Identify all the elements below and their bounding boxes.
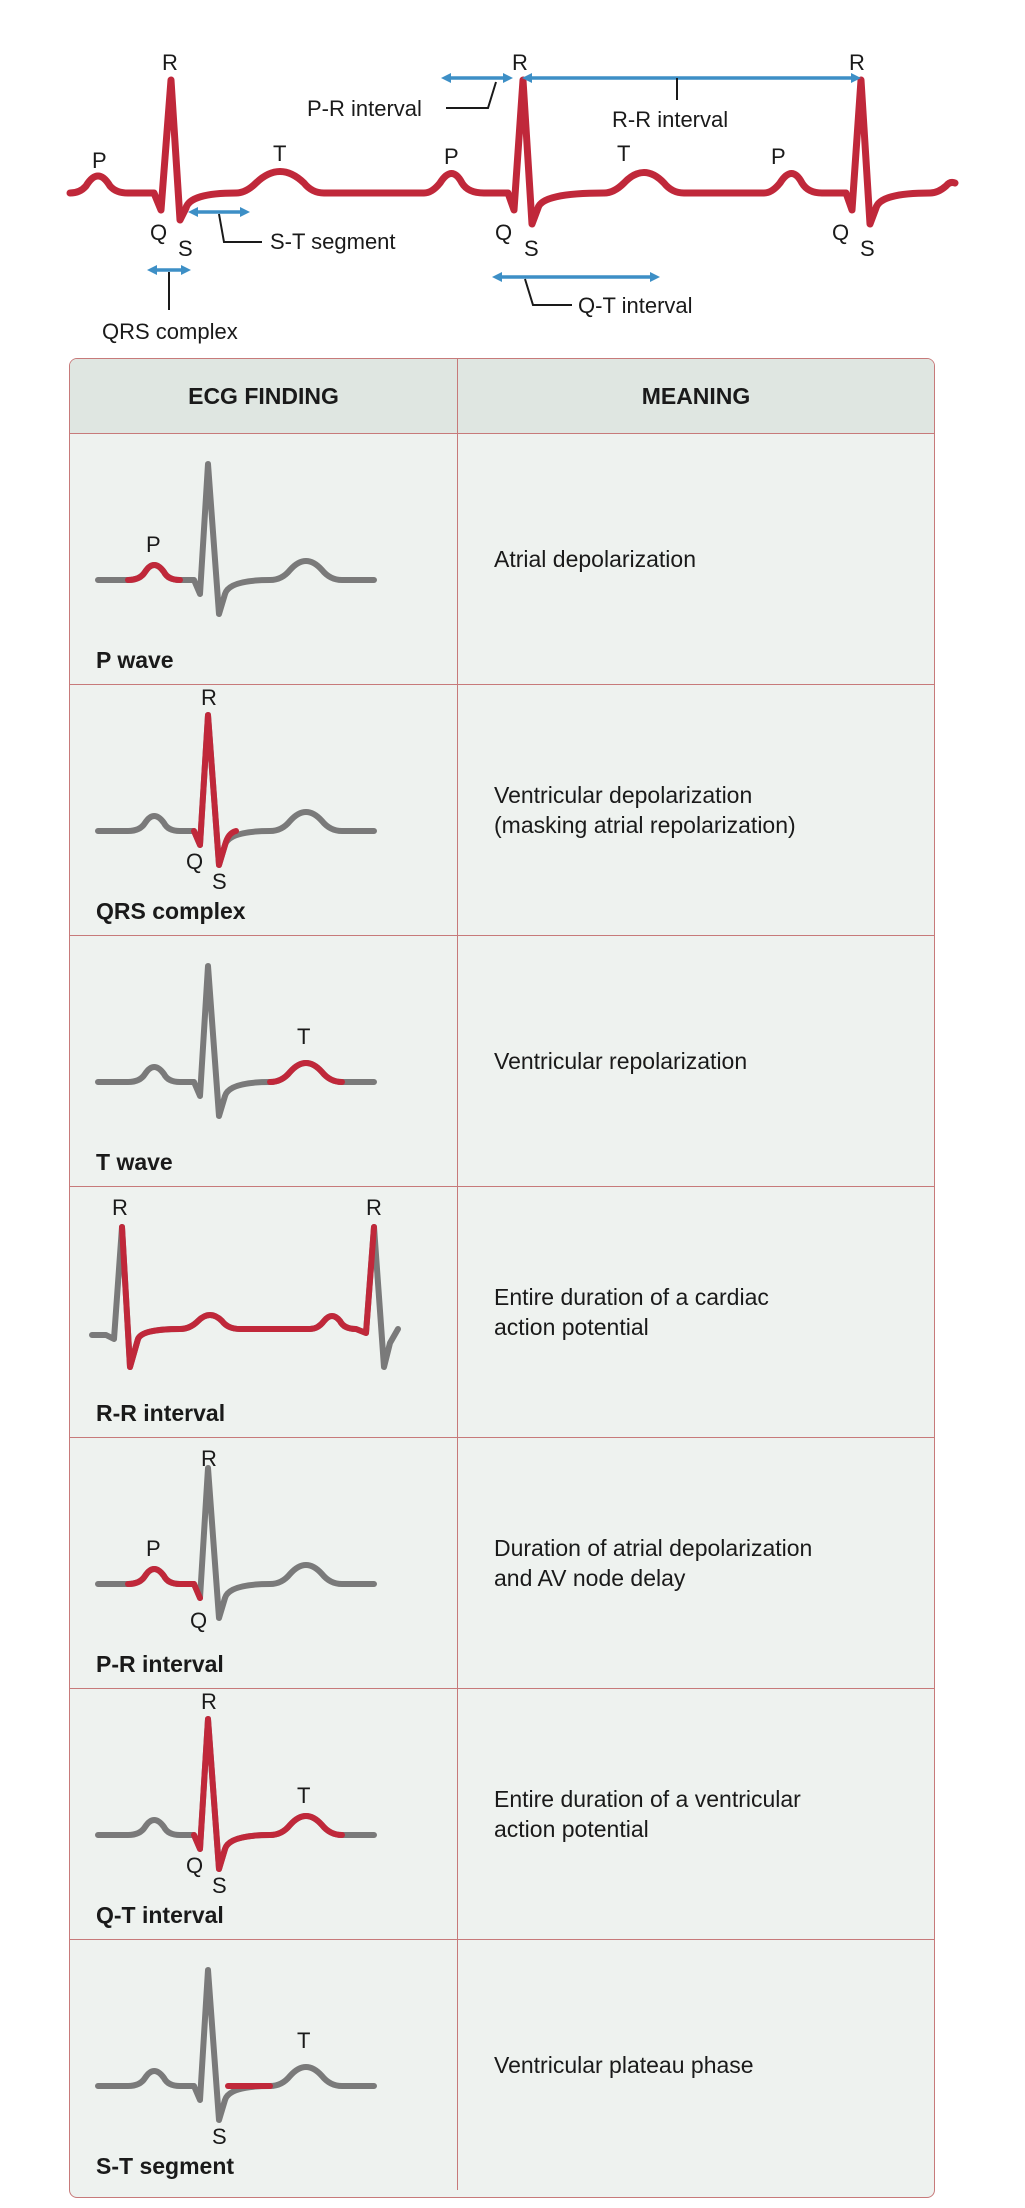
q-label: Q — [186, 1853, 204, 1878]
s-label: S — [212, 2124, 227, 2149]
label-p-3: P — [771, 144, 786, 169]
meaning-cell — [458, 434, 934, 684]
header-meaning: MEANING — [641, 382, 751, 409]
st-segment-leader — [219, 214, 262, 242]
table-header — [70, 359, 934, 434]
table-row-rr-interval — [70, 1187, 934, 1438]
pr-interval-label: P-R interval — [307, 96, 422, 121]
label-q-3: Q — [832, 220, 850, 245]
finding-cell — [70, 434, 458, 684]
qrs-complex-label: QRS complex — [102, 319, 238, 344]
t-label: T — [297, 2028, 311, 2053]
r-label: R — [201, 1689, 217, 1714]
meaning-cell — [458, 936, 934, 1186]
q-label: Q — [186, 849, 204, 874]
meaning-cell — [458, 1187, 934, 1437]
finding-cell — [70, 685, 458, 935]
label-q-2: Q — [495, 220, 513, 245]
meaning-text: Atrial depolarization — [494, 546, 697, 572]
label-t-2: T — [617, 141, 631, 166]
ecg-findings-table — [69, 358, 935, 2198]
r-label: R — [201, 1446, 217, 1471]
meaning-text: Entire duration of a ventricular action potential — [494, 1786, 801, 1842]
table-row-p-wave — [70, 434, 934, 685]
finding-name: R-R interval — [96, 1400, 226, 1426]
table-row-qt-interval — [70, 1689, 934, 1940]
st-segment-label: S-T segment — [270, 229, 396, 254]
meaning-text: Entire duration of a cardiac action potential — [494, 1284, 769, 1340]
label-q-1: Q — [150, 220, 168, 245]
r-label: R — [201, 685, 217, 710]
r-label-left: R — [112, 1195, 128, 1220]
label-r-3: R — [849, 50, 865, 75]
finding-name: S-T segment — [96, 2153, 235, 2179]
qt-interval-label: Q-T interval — [578, 293, 693, 318]
finding-name: Q-T interval — [96, 1902, 224, 1928]
meaning-cell — [458, 685, 934, 935]
finding-cell — [70, 1940, 458, 2190]
meaning-cell — [458, 1438, 934, 1688]
label-r-1: R — [162, 50, 178, 75]
table-row-pr-interval — [70, 1438, 934, 1689]
finding-name: T wave — [96, 1149, 173, 1175]
s-label: S — [212, 1873, 227, 1898]
t-label: T — [297, 1783, 311, 1808]
s-label: S — [212, 869, 227, 894]
p-label: P — [146, 532, 161, 557]
meaning-text: Duration of atrial depolarization and AV node delay — [494, 1535, 813, 1591]
finding-name: P-R interval — [96, 1651, 224, 1677]
p-label: P — [146, 1536, 161, 1561]
finding-name: P wave — [96, 647, 174, 673]
r-label-right: R — [366, 1195, 382, 1220]
meaning-text: Ventricular depolarization (masking atrial repolarization) — [494, 782, 796, 838]
header-ecg-finding: ECG FINDING — [70, 359, 458, 433]
meaning-cell — [458, 1689, 934, 1939]
table-row-st-segment — [70, 1940, 934, 2190]
q-label: Q — [190, 1608, 208, 1633]
label-s-1: S — [178, 236, 193, 261]
label-p-1: P — [92, 148, 107, 173]
t-label: T — [297, 1024, 311, 1049]
finding-cell — [70, 1438, 458, 1688]
finding-cell — [70, 936, 458, 1186]
rr-interval-label: R-R interval — [612, 107, 729, 132]
qt-interval-leader — [525, 279, 572, 305]
label-r-2: R — [512, 50, 528, 75]
label-s-2: S — [524, 236, 539, 261]
ecg-trace — [70, 80, 955, 224]
ecg-trace-diagram — [0, 0, 1025, 350]
label-t-1: T — [273, 141, 287, 166]
table-row-qrs-complex — [70, 685, 934, 936]
pr-interval-leader — [446, 82, 496, 108]
meaning-cell — [458, 1940, 934, 2190]
meaning-text: Ventricular repolarization — [494, 1048, 748, 1074]
finding-cell — [70, 1689, 458, 1939]
meaning-text: Ventricular plateau phase — [494, 2052, 754, 2078]
finding-name: QRS complex — [96, 898, 246, 924]
finding-cell — [70, 1187, 458, 1437]
label-s-3: S — [860, 236, 875, 261]
label-p-2: P — [444, 144, 459, 169]
table-row-t-wave — [70, 936, 934, 1187]
